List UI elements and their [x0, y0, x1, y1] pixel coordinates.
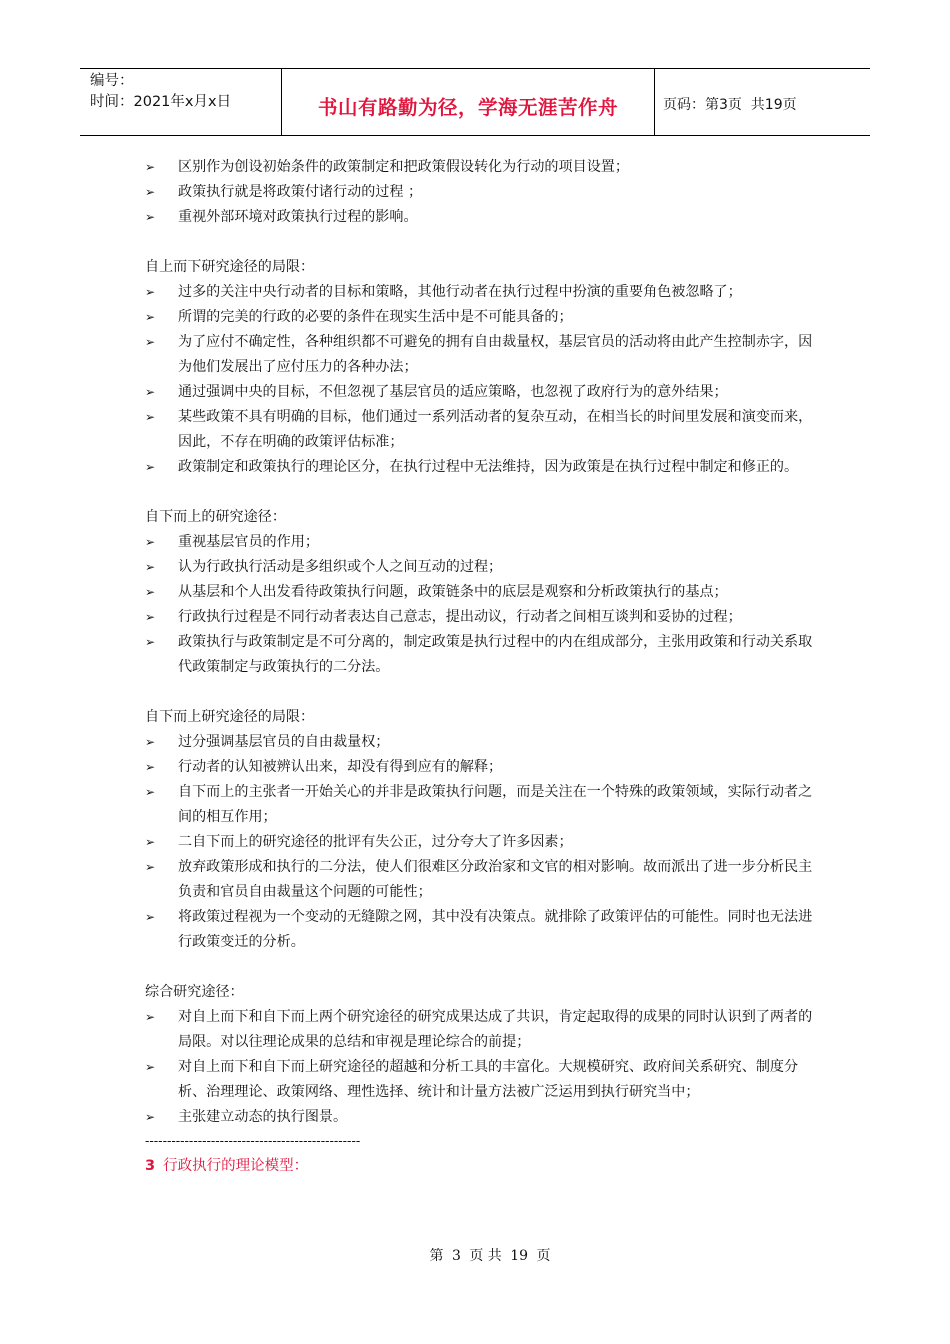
list-item	[145, 305, 815, 330]
list-item	[145, 205, 815, 230]
arrow-bullet-icon: ➢	[145, 210, 156, 224]
list-item-text: 行动者的认知被辨认出来，却没有得到应有的解释；	[178, 759, 503, 775]
footer-total-pages: 19	[510, 1248, 529, 1264]
list-item	[145, 380, 815, 405]
list-item-text: 自下而上的主张者一开始关心的并非是政策执行问题，而是关注在一个特殊的政策领域，实际行动者之间的相互作用；	[178, 784, 813, 825]
list-item-text: 将政策过程视为一个变动的无缝隙之网，其中没有决策点。就排除了政策评估的可能性。同时也无法进行政策变迁的分析。	[178, 909, 813, 950]
arrow-bullet-icon: ➢	[145, 535, 156, 549]
list-item	[145, 580, 815, 605]
list-item	[145, 605, 815, 630]
list-item	[145, 155, 815, 180]
list-item-text: 二自下而上的研究途径的批评有失公正，过分夸大了许多因素；	[178, 834, 573, 850]
arrow-bullet-icon: ➢	[145, 835, 156, 849]
list-item	[145, 455, 815, 480]
section-title-text: 行政执行的理论模型：	[163, 1158, 309, 1174]
list-item	[145, 330, 815, 380]
list-item-text: 对自上而下和自下而上研究途径的超越和分析工具的丰富化。大规模研究、政府间关系研究、制度分析、治理理论、政策网络、理性选择、统计和计量方法被广泛运用到执行研究当中；	[178, 1059, 799, 1100]
section-heading: 自上而下研究途径的局限：	[145, 259, 315, 275]
section-heading: 综合研究途径：	[145, 984, 244, 1000]
arrow-bullet-icon: ➢	[145, 385, 156, 399]
arrow-bullet-icon: ➢	[145, 460, 156, 474]
arrow-bullet-icon: ➢	[145, 185, 156, 199]
section-heading: 自下而上的研究途径：	[145, 509, 286, 525]
list-item	[145, 755, 815, 780]
list-item-text: 某些政策不具有明确的目标，他们通过一系列活动者的复杂互动，在相当长的时间里发展和演变而来，因此，不存在明确的政策评估标准；	[178, 409, 813, 450]
list-item	[145, 405, 815, 455]
list-item-text: 重视外部环境对政策执行过程的影响。	[178, 209, 418, 225]
list-item	[145, 530, 815, 555]
list-item	[145, 1055, 815, 1105]
list-item-text: 主张建立动态的执行图景。	[178, 1109, 348, 1125]
footer-prefix: 第	[429, 1248, 444, 1264]
arrow-bullet-icon: ➢	[145, 860, 156, 874]
list-item-text: 政策制定和政策执行的理论区分，在执行过程中无法维持，因为政策是在执行过程中制定和修正的。	[178, 459, 799, 475]
document-body	[145, 155, 815, 1179]
arrow-bullet-icon: ➢	[145, 560, 156, 574]
arrow-bullet-icon: ➢	[145, 735, 156, 749]
list-item-text: 所谓的完美的行政的必要的条件在现实生活中是不可能具备的；	[178, 309, 573, 325]
arrow-bullet-icon: ➢	[145, 1060, 156, 1074]
section-number: 3	[145, 1158, 156, 1174]
list-item-text: 放弃政策形成和执行的二分法，使人们很难区分政治家和文官的相对影响。故而派出了进一步分析民主负责和官员自由裁量这个问题的可能性；	[178, 859, 813, 900]
list-item	[145, 855, 815, 905]
arrow-bullet-icon: ➢	[145, 410, 156, 424]
time-label: 时间：2021年x月x日	[90, 94, 232, 110]
list-item-text: 通过强调中央的目标，不但忽视了基层官员的适应策略，也忽视了政府行为的意外结果；	[178, 384, 728, 400]
arrow-bullet-icon: ➢	[145, 585, 156, 599]
arrow-bullet-icon: ➢	[145, 610, 156, 624]
list-item	[145, 905, 815, 955]
list-item-text: 从基层和个人出发看待政策执行问题，政策链条中的底层是观察和分析政策执行的基点；	[178, 584, 728, 600]
list-item-text: 过分强调基层官员的自由裁量权；	[178, 734, 390, 750]
section-gap	[145, 230, 815, 255]
list-item-text: 对自上而下和自下而上两个研究途径的研究成果达成了共识，肯定起取得的成果的同时认识到了两者的局限。对以往理论成果的总结和审视是理论综合的前提；	[178, 1009, 813, 1050]
arrow-bullet-icon: ➢	[145, 910, 156, 924]
section-gap	[145, 480, 815, 505]
list-item	[145, 780, 815, 830]
header-meta	[80, 69, 282, 135]
list-item	[145, 830, 815, 855]
header-motto: 书山有路勤为径，学海无涯苦作舟	[282, 69, 655, 135]
page-footer	[0, 1245, 950, 1265]
footer-page-number: 3	[451, 1248, 461, 1264]
list-item	[145, 280, 815, 305]
list-item-text: 重视基层官员的作用；	[178, 534, 319, 550]
arrow-bullet-icon: ➢	[145, 285, 156, 299]
list-item-text: 为了应付不确定性，各种组织都不可避免的拥有自由裁量权，基层官员的活动将由此产生控制赤字，因为他们发展出了应付压力的各种办法；	[178, 334, 813, 375]
section-gap	[145, 680, 815, 705]
arrow-bullet-icon: ➢	[145, 335, 156, 349]
footer-middle: 页 共	[469, 1248, 502, 1264]
page-header	[80, 68, 870, 136]
arrow-bullet-icon: ➢	[145, 635, 156, 649]
arrow-bullet-icon: ➢	[145, 1110, 156, 1124]
dashed-divider: -------------------------------------------------	[145, 1134, 361, 1149]
list-item	[145, 555, 815, 580]
next-section-title	[145, 1154, 815, 1179]
list-item-text: 区别作为创设初始条件的政策制定和把政策假设转化为行动的项目设置；	[178, 159, 629, 175]
list-item-text: 政策执行与政策制定是不可分离的，制定政策是执行过程中的内在组成部分，主张用政策和行动关系取代政策制定与政策执行的二分法。	[178, 634, 813, 675]
list-item	[145, 180, 815, 205]
list-item-text: 过多的关注中央行动者的目标和策略，其他行动者在执行过程中扮演的重要角色被忽略了；	[178, 284, 742, 300]
arrow-bullet-icon: ➢	[145, 785, 156, 799]
number-label: 编号：	[90, 73, 134, 89]
list-item-text: 政策执行就是将政策付诸行动的过程 ；	[178, 184, 423, 200]
arrow-bullet-icon: ➢	[145, 160, 156, 174]
list-item	[145, 1005, 815, 1055]
arrow-bullet-icon: ➢	[145, 1010, 156, 1024]
list-item	[145, 630, 815, 680]
arrow-bullet-icon: ➢	[145, 760, 156, 774]
header-page-info: 页码：第3页 共19页	[663, 97, 797, 113]
arrow-bullet-icon: ➢	[145, 310, 156, 324]
list-item	[145, 1105, 815, 1130]
list-item	[145, 730, 815, 755]
list-item-text: 行政执行过程是不同行动者表达自己意志，提出动议，行动者之间相互谈判和妥协的过程；	[178, 609, 742, 625]
list-item-text: 认为行政执行活动是多组织或个人之间互动的过程；	[178, 559, 503, 575]
section-heading: 自下而上研究途径的局限：	[145, 709, 315, 725]
section-gap	[145, 955, 815, 980]
footer-suffix: 页	[536, 1248, 551, 1264]
